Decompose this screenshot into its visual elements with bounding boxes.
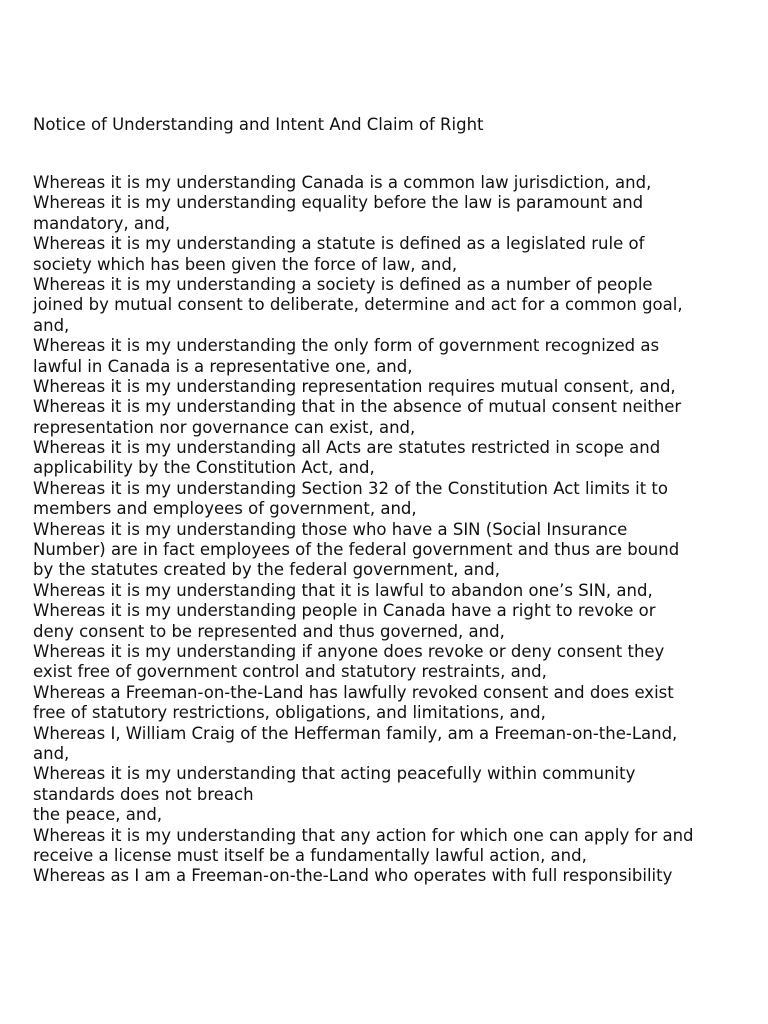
body-text-line: Number) are in fact employees of the federal government and thus are bound <box>33 540 680 560</box>
body-text-line: society which has been given the force of law, and, <box>33 254 458 274</box>
document-body <box>33 173 733 887</box>
body-text-line: standards does not breach <box>33 784 254 804</box>
body-text-line: mandatory, and, <box>33 213 171 233</box>
document-title: Notice of Understanding and Intent And Claim of Right <box>33 115 484 134</box>
body-text-line: lawful in Canada is a representative one, and, <box>33 356 413 376</box>
body-text-line: the peace, and, <box>33 805 163 825</box>
body-text-line: and, <box>33 315 70 335</box>
body-text-line: Whereas it is my understanding that acting peacefully within community <box>33 764 636 784</box>
body-text-line: Whereas it is my understanding a society is defined as a number of people <box>33 274 653 294</box>
body-text-line: applicability by the Constitution Act, and, <box>33 458 375 478</box>
body-text-line: joined by mutual consent to deliberate, determine and act for a common goal, <box>33 295 683 315</box>
body-text-line: exist free of government control and statutory restraints, and, <box>33 662 547 682</box>
body-text-line: Whereas it is my understanding representation requires mutual consent, and, <box>33 376 676 396</box>
body-text-line: Whereas it is my understanding those who have a SIN (Social Insurance <box>33 519 628 539</box>
body-text-line: receive a license must itself be a fundamentally lawful action, and, <box>33 845 587 865</box>
body-text-line: Whereas it is my understanding that in the absence of mutual consent neither <box>33 397 682 417</box>
body-text-line: members and employees of government, and, <box>33 499 417 519</box>
body-text-line: Whereas it is my understanding a statute is defined as a legislated rule of <box>33 234 645 254</box>
body-text-line: Whereas it is my understanding all Acts are statutes restricted in scope and <box>33 438 661 458</box>
body-text-line: free of statutory restrictions, obligations, and limitations, and, <box>33 703 546 723</box>
body-text-line: Whereas it is my understanding that any action for which one can apply for and <box>33 825 694 845</box>
body-text-line: Whereas it is my understanding people in Canada have a right to revoke or <box>33 601 656 621</box>
body-text-line: Whereas it is my understanding Section 32 of the Constitution Act limits it to <box>33 478 668 498</box>
body-text-line: Whereas I, William Craig of the Hefferman family, am a Freeman-on-the-Land, <box>33 723 678 743</box>
body-text-line: Whereas it is my understanding Canada is a common law jurisdiction, and, <box>33 173 652 192</box>
body-text-line: Whereas it is my understanding if anyone does revoke or deny consent they <box>33 641 665 661</box>
body-text-line: by the statutes created by the federal government, and, <box>33 560 500 580</box>
body-text-line: Whereas it is my understanding that it is lawful to abandon one’s SIN, and, <box>33 580 653 600</box>
body-text-line: Whereas as I am a Freeman-on-the-Land who operates with full responsibility <box>33 866 673 886</box>
body-text-line: Whereas a Freeman-on-the-Land has lawfully revoked consent and does exist <box>33 682 674 702</box>
body-text-line: representation nor governance can exist, and, <box>33 417 416 437</box>
body-text-line: Whereas it is my understanding equality before the law is paramount and <box>33 193 644 213</box>
body-text-line: deny consent to be represented and thus governed, and, <box>33 621 505 641</box>
body-text-line: and, <box>33 743 70 763</box>
body-text-line: Whereas it is my understanding the only form of government recognized as <box>33 336 660 356</box>
